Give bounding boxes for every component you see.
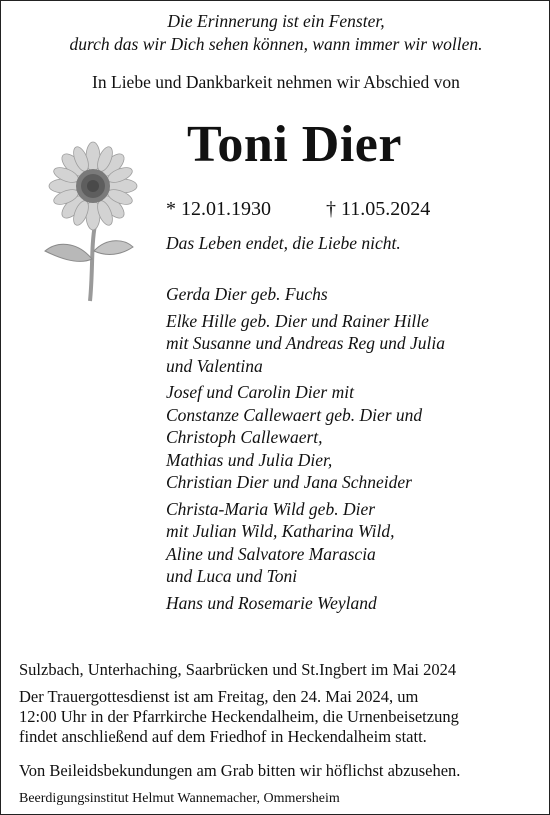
mourner-line: Christoph Callewaert, [166, 427, 323, 447]
deceased-name: Toni Dier [187, 116, 402, 173]
birth-date: * 12.01.1930 [166, 198, 271, 220]
quote-line-1: Die Erinnerung ist ein Fenster, [167, 11, 385, 31]
mourner-line: Christa-Maria Wild geb. Dier [166, 498, 376, 519]
intro-text: In Liebe und Dankbarkeit nehmen wir Abschied von [92, 72, 460, 92]
service-info [19, 687, 459, 747]
mourner-line: Aline und Salvatore Marascia [166, 543, 376, 564]
mourner-line: Josef und Carolin Dier mit [166, 382, 354, 402]
mourner-line: Hans und Rosemarie Weyland [166, 592, 377, 613]
quote-line-2: durch das wir Dich sehen können, wann immer wir wollen. [69, 34, 483, 54]
mourner-group [166, 310, 445, 378]
mourner-line: mit Julian Wild, Katharina Wild, [166, 521, 395, 541]
mourner-line: mit Susanne und Andreas Reg und Julia [166, 333, 446, 353]
mourner-group [166, 592, 445, 615]
mourner-line: Mathias und Julia Dier, [166, 449, 333, 470]
mourner-group [166, 283, 445, 306]
place-and-date: Sulzbach, Unterhaching, Saarbrücken und St.Ingbert im Mai 2024 [19, 660, 457, 679]
mourner-group [166, 381, 445, 494]
service-line-2: 12:00 Uhr in der Pfarrkirche Heckendalheim, die Urnenbeisetzung [19, 707, 459, 726]
mourner-line: Constanze Callewaert geb. Dier und [166, 404, 423, 425]
mourner-line: Christian Dier und Jana Schneider [166, 472, 412, 492]
service-line-1: Der Trauergottesdienst ist am Freitag, den 24. Mai 2024, um [19, 687, 419, 706]
mourner-line: Elke Hille geb. Dier und Rainer Hille [166, 310, 429, 331]
mourner-line: und Valentina [166, 355, 263, 376]
undertaker: Beerdigungsinstitut Helmut Wannemacher, Ommersheim [19, 791, 340, 806]
mourners-list [166, 283, 445, 618]
mourner-line: und Luca und Toni [166, 566, 298, 586]
condolence-note: Von Beileidsbekundungen am Grab bitten wir höflichst abzusehen. [19, 761, 461, 780]
motto: Das Leben endet, die Liebe nicht. [166, 233, 401, 253]
sunflower-icon [41, 141, 146, 303]
mourner-group [166, 498, 445, 588]
mourner-line: Gerda Dier geb. Fuchs [166, 284, 328, 304]
death-date: † 11.05.2024 [326, 198, 431, 220]
service-line-3: findet anschließend auf dem Friedhof in Heckendalheim statt. [19, 727, 427, 746]
